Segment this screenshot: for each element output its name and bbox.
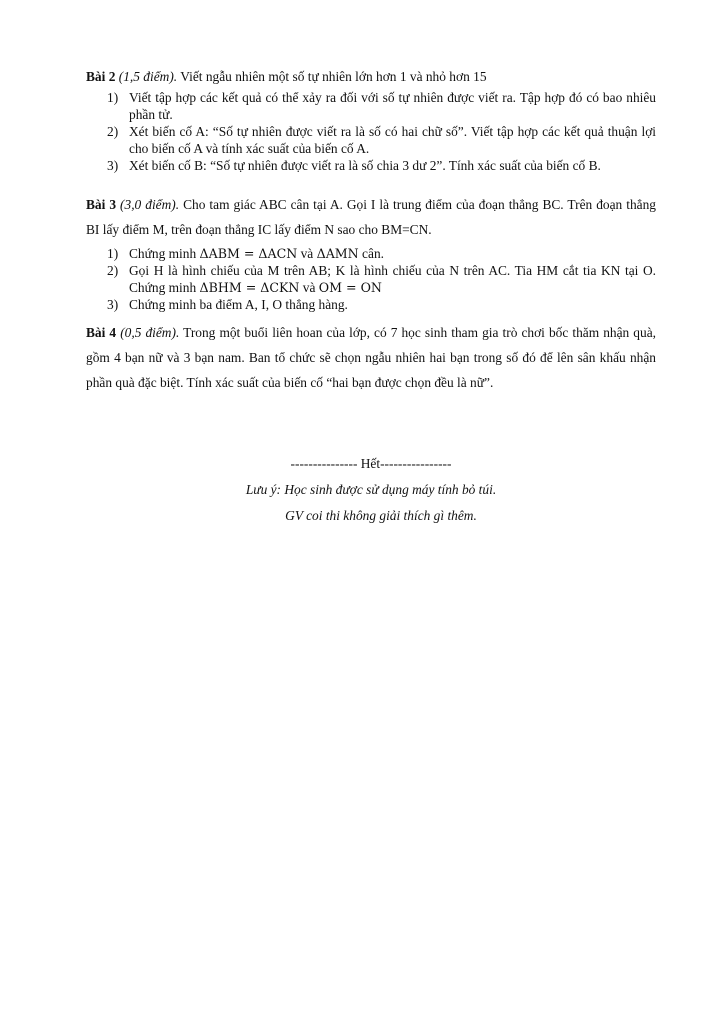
item-text: Chứng minh xyxy=(129,246,200,261)
problem-2-statement xyxy=(86,68,656,86)
problem-4-points: (0,5 điểm). xyxy=(120,325,180,340)
item-text: cân. xyxy=(358,246,384,261)
problem-3-points: (3,0 điểm). xyxy=(120,197,180,212)
math-expression: ΔBHM = ΔCKN xyxy=(199,280,300,295)
problem-2-item-2 xyxy=(86,123,656,157)
item-text: Gọi H là hình chiếu của M trên AB; K là hình chiếu của N trên AC. Tia HM cắt tia KN tại O. Chứng minh xyxy=(129,263,656,295)
item-number: 1) xyxy=(107,246,119,261)
problem-2-label: Bài 2 xyxy=(86,69,116,84)
math-expression: ΔAMN xyxy=(316,246,359,261)
problem-2-points: (1,5 điểm). xyxy=(118,69,178,84)
item-text: Viết tập hợp các kết quả có thể xảy ra đối với số tự nhiên được viết ra. Tập hợp đó có bao nhiêu phần tử. xyxy=(129,90,656,122)
math-expression: OM = ON xyxy=(318,280,382,295)
end-marker: --------------- Hết---------------- xyxy=(290,456,452,471)
problem-3-item-1 xyxy=(86,245,656,262)
problem-2 xyxy=(86,68,656,174)
item-number: 2) xyxy=(107,124,119,139)
footer-note-proctor: GV coi thi không giải thích gì thêm. xyxy=(285,508,477,523)
item-text: Chứng minh ba điểm A, I, O thẳng hàng. xyxy=(129,297,348,312)
problem-2-items xyxy=(86,89,656,174)
problem-3-item-3 xyxy=(86,296,656,313)
problem-2-item-1 xyxy=(86,89,656,123)
problem-3-item-2 xyxy=(86,262,656,296)
exam-footer xyxy=(86,455,656,529)
item-text: Xét biến cố A: “Số tự nhiên được viết ra là số có hai chữ số”. Viết tập hợp các kết quả thuận lợi cho biến cố A và tính xác suất của biến cố A. xyxy=(129,124,656,156)
math-expression: ΔABM = ΔACN xyxy=(199,246,298,261)
problem-3-statement xyxy=(86,192,656,242)
item-number: 3) xyxy=(107,158,119,173)
item-text: và xyxy=(299,280,319,295)
item-number: 2) xyxy=(107,263,119,278)
footer-note-calculator: Lưu ý: Học sinh được sử dụng máy tính bỏ túi. xyxy=(245,482,497,497)
problem-3 xyxy=(86,192,656,313)
problem-4 xyxy=(86,320,656,395)
item-number: 1) xyxy=(107,90,119,105)
item-number: 3) xyxy=(107,297,119,312)
problem-2-item-3 xyxy=(86,157,656,174)
item-text: và xyxy=(297,246,317,261)
problem-2-text: Viết ngẫu nhiên một số tự nhiên lớn hơn 1 và nhỏ hơn 15 xyxy=(177,69,487,84)
problem-4-statement xyxy=(86,320,656,395)
problem-3-items xyxy=(86,245,656,313)
problem-3-text: Cho tam giác ABC cân tại A. Gọi I là trung điểm của đoạn thẳng BC. Trên đoạn thẳng BI lấy điểm M, trên đoạn thẳng IC lấy điểm N sao cho BM=CN. xyxy=(86,197,656,237)
problem-4-label: Bài 4 xyxy=(86,325,117,340)
item-text: Xét biến cố B: “Số tự nhiên được viết ra là số chia 3 dư 2”. Tính xác suất của biến cố B. xyxy=(129,158,601,173)
problem-4-text: Trong một buổi liên hoan của lớp, có 7 học sinh tham gia trò chơi bốc thăm nhận quà, gồm 4 bạn nữ và 3 bạn nam. Ban tổ chức sẽ chọn ngẫu nhiên hai bạn trong số đó để lên sân khấu nhận phần quà đặc biệt. Tính xác suất của biến cố “hai bạn được chọn đều là nữ”. xyxy=(86,325,656,390)
problem-3-label: Bài 3 xyxy=(86,197,117,212)
